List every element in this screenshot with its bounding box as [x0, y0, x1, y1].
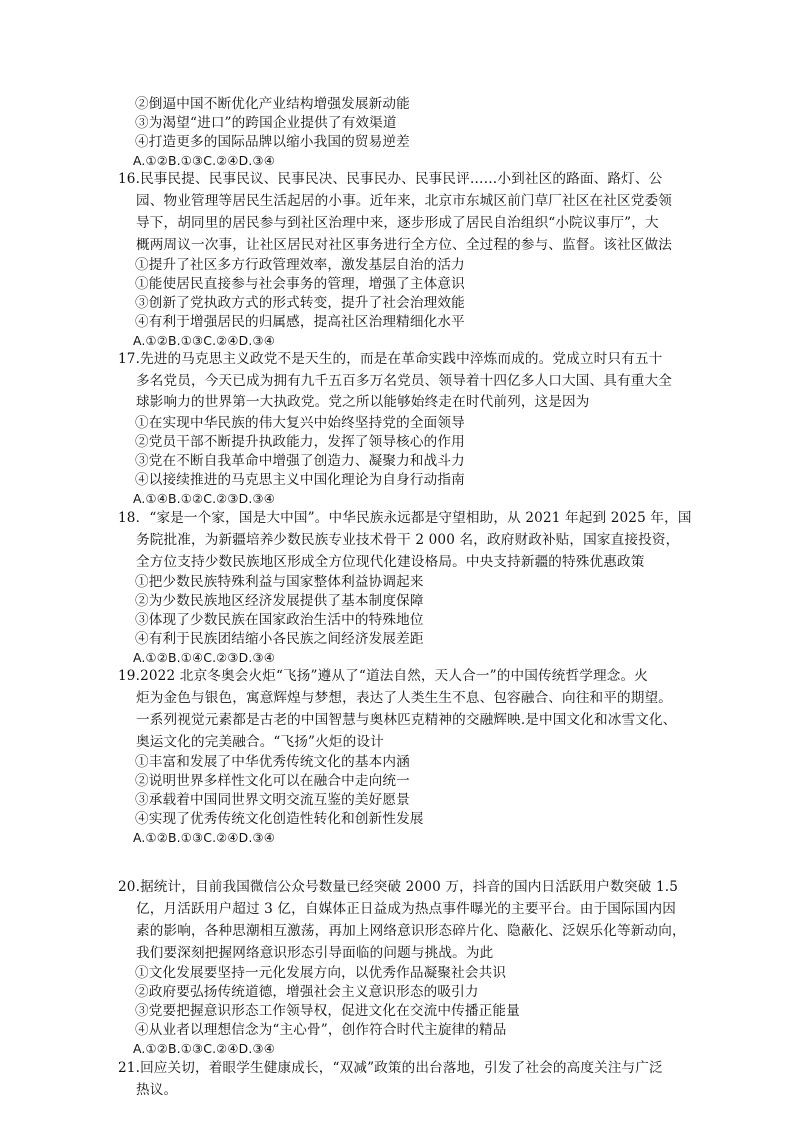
- q20-option-2: ②政府要弘扬传统道德，增强社会主义意识形态的吸引力: [135, 984, 479, 1000]
- q17-option-2: ②党员干部不断提升执政能力，发挥了领导核心的作用: [135, 434, 465, 450]
- q21-stem-line-1: 21.回应关切，着眼学生健康成长，“双减”政策的出台落地，引发了社会的高度关注与广泛: [118, 1060, 663, 1076]
- q19-stem-line-2: 炬为金色与银色，寓意辉煌与梦想，表达了人类生生不息、包容融合、向往和平的期望。: [136, 690, 673, 706]
- q17-stem-line-2: 多名党员，今天已成为拥有九千五百多万名党员、领导着十四亿多人口大国、具有重大全: [136, 373, 673, 389]
- q20-option-4: ④从业者以理想信念为“主心骨”，创作符合时代主旋律的精品: [135, 1022, 507, 1038]
- q18-stem-line-1: 18．“家是一个家，国是大中国”。中华民族永远都是守望相助，从 2021 年起到 2025 年，国: [118, 510, 692, 526]
- q16-stem-line-1: 16.民事民提、民事民议、民事民决、民事民办、民事民评……小到社区的路面、路灯、公: [118, 171, 663, 187]
- q16-option-3: ③创新了党执政方式的形式转变，提升了社会治理效能: [135, 295, 465, 311]
- q19-option-2: ②说明世界多样性文化可以在融合中走向统一: [135, 773, 410, 789]
- q19-answer-choices: A.①②B.①③C.②④D.③④: [133, 830, 275, 845]
- q20-stem-line-3: 素的影响，各种思潮相互激荡，再加上网络意识形态碎片化、隐蔽化、泛娱乐化等新动向，: [136, 923, 686, 939]
- q15-answer-choices: A.①②B.①③C.②④D.③④: [133, 153, 275, 168]
- q20-option-3: ③党要把握意识形态工作领导权，促进文化在交流中传播正能量: [135, 1003, 520, 1019]
- q19-option-1: ①丰富和发展了中华优秀传统文化的基本内涵: [135, 754, 410, 770]
- q19-option-4: ④实现了优秀传统文化创造性转化和创新性发展: [135, 811, 424, 827]
- q18-option-3: ③体现了少数民族在国家政治生活中的特殊地位: [135, 612, 424, 628]
- q18-option-2: ②为少数民族地区经济发展提供了基本制度保障: [135, 593, 424, 609]
- q16-answer-choices: A.①②B.①③C.②④D.③④: [133, 333, 275, 348]
- q19-stem-line-1: 19.2022 北京冬奥会火炬“飞扬”遵从了“道法自然，天人合一”的中国传统哲学理念。火: [118, 668, 648, 684]
- q16-stem-line-3: 导下，胡同里的居民参与到社区治理中来，逐步形成了居民自治组织“小院议事厅”，大: [136, 215, 659, 231]
- q18-option-4: ④有利于民族团结缩小各民族之间经济发展差距: [135, 631, 424, 647]
- q17-option-4: ④以接续推进的马克思主义中国化理论为自身行动指南: [135, 472, 465, 488]
- q18-answer-choices: A.①②B.①④C.②③D.③④: [133, 650, 275, 665]
- q19-option-3: ③承载着中国同世界文明交流互鉴的美好愿景: [135, 792, 410, 808]
- q17-stem-line-1: 17.先进的马克思主义政党不是天生的，而是在革命实践中淬炼而成的。党成立时只有五十: [118, 351, 663, 367]
- q15-option-4: ④打造更多的国际品牌以缩小我国的贸易逆差: [135, 134, 410, 150]
- q17-option-1: ①在实现中华民族的伟大复兴中始终坚持党的全面领导: [135, 415, 465, 431]
- q19-stem-line-3: 一系列视觉元素都是古老的中国智慧与奥林匹克精神的交融辉映.是中国文化和冰雪文化、: [136, 712, 677, 728]
- q20-option-1: ①文化发展要坚持一元化发展方向，以优秀作品凝聚社会共识: [135, 965, 507, 981]
- q16-option-4: ④有利于增强居民的归属感，提高社区治理精细化水平: [135, 314, 465, 330]
- q18-option-1: ①把少数民族特殊利益与国家整体利益协调起来: [135, 574, 424, 590]
- q18-stem-line-2: 务院批准，为新疆培养少数民族专业技术骨干 2 000 名，政府财政补贴，国家直接投资，: [136, 532, 680, 548]
- q16-option-2: ①能使居民直接参与社会事务的管理，增强了主体意识: [135, 276, 465, 292]
- q15-option-3: ③为渴望“进口”的跨国企业提供了有效渠道: [135, 115, 397, 131]
- q17-answer-choices: A.①④B.①②C.②③D.③④: [133, 491, 275, 506]
- q17-option-3: ③党在不断自我革命中增强了创造力、凝聚力和战斗力: [135, 453, 465, 469]
- q20-stem-line-4: 我们要深刻把握网络意识形态引导面临的问题与挑战。为此: [136, 945, 494, 961]
- q16-stem-line-4: 概两周议一次事，让社区居民对社区事务进行全方位、全过程的参与、监督。该社区做法: [136, 237, 673, 253]
- q19-stem-line-4: 奥运文化的完美融合。“飞扬”火炬的设计: [136, 734, 384, 750]
- q20-answer-choices: A.①②B.①③C.②④D.③④: [133, 1041, 275, 1056]
- q21-stem-line-2: 热议。: [136, 1082, 178, 1098]
- q17-stem-line-3: 球影响力的世界第一大执政党。党之所以能够始终走在时代前列，这是因为: [136, 394, 590, 410]
- q16-option-1: ①提升了社区多方行政管理效率，激发基层自治的活力: [135, 257, 465, 273]
- q15-option-2: ②倒逼中国不断优化产业结构增强发展新动能: [135, 96, 410, 112]
- q20-stem-line-2: 亿，月活跃用户超过 3 亿，自媒体正日益成为热点事件曝光的主要平台。由于国际国内因: [136, 901, 677, 917]
- q20-stem-line-1: 20.据统计，目前我国微信公众号数量已经突破 2000 万，抖音的国内日活跃用户数突破 1.5: [118, 879, 679, 895]
- q18-stem-line-3: 全方位支持少数民族地区形成全方位现代化建设格局。中央支持新疆的特殊优惠政策: [136, 554, 645, 570]
- q16-stem-line-2: 园、物业管理等居民生活起居的小事。近年来，北京市东城区前门草厂社区在社区党委领: [136, 193, 673, 209]
